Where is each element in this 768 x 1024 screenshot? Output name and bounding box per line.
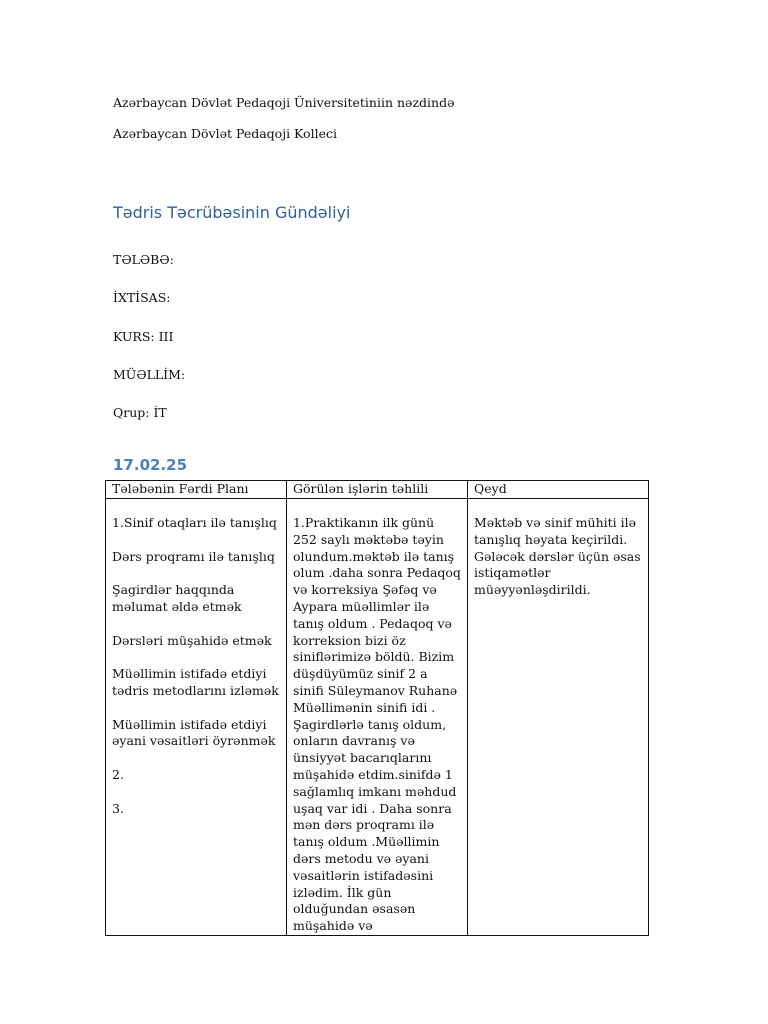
header-work-analysis: Görülən işlərin təhlili bbox=[287, 481, 468, 499]
institution-line-1: Azərbaycan Dövlət Pedaqoji Üniversitetiniin nəzdində bbox=[113, 95, 455, 110]
table-header-row bbox=[106, 481, 649, 499]
document-title: Tədris Təcrübəsinin Gündəliyi bbox=[113, 203, 351, 222]
header-note: Qeyd bbox=[468, 481, 649, 499]
analysis-cell bbox=[287, 499, 468, 936]
entry-date: 17.02.25 bbox=[113, 456, 188, 474]
student-field: TƏLƏBƏ: bbox=[113, 252, 174, 267]
plan-item: 3. bbox=[112, 800, 124, 816]
note-cell bbox=[468, 499, 649, 936]
plan-item: Müəllimin istifadə etdiyi tədris metodlarını izləmək bbox=[112, 666, 279, 698]
table-row bbox=[106, 499, 649, 936]
note-text: Məktəb və sinif mühiti ilə tanışlıq həyata keçirildi. Gələcək dərslər üçün əsas istiqamətlər müəyyənləşdirildi. bbox=[474, 515, 641, 598]
group-field: Qrup: İT bbox=[113, 405, 167, 420]
plan-item: Dərs proqramı ilə tanışlıq bbox=[112, 548, 275, 564]
plan-item: Şagirdlər haqqında məlumat əldə etmək bbox=[112, 582, 242, 614]
teacher-field: MÜƏLLİM: bbox=[113, 367, 186, 382]
diary-table bbox=[105, 480, 649, 936]
plan-cell bbox=[106, 499, 287, 936]
analysis-text: 1.Praktikanın ilk günü 252 saylı məktəbə təyin olundum.məktəb ilə tanış olum .daha sonra Pedaqoq və korreksiya Şəfəq və Aypara müəllimlər ilə tanış oldum . Pedaqoq və korreksion bizi öz siniflərimizə böldü. Bizim düşdüyümüz sinif 2 a sinifi Süleymanov Ruhanə Müəllimənin sinifi idi . Şagirdlərlə tanış oldum, onların davranış və ünsiyyət bacarıqlarını müşahidə etdim.sinifdə 1 sağlamlıq imkanı məhdud uşaq var idi . Daha sonra mən dərs proqramı ilə tanış oldum .Müəllimin dərs metodu və əyani vəsaitlərin istifadəsini izlədim. İlk gün olduğundan əsasən müşahidə və bbox=[293, 515, 461, 934]
plan-item: 2. bbox=[112, 766, 124, 782]
plan-item: Dərsləri müşahidə etmək bbox=[112, 632, 272, 648]
plan-item: Müəllimin istifadə etdiyi əyani vəsaitləri öyrənmək bbox=[112, 716, 276, 749]
header-personal-plan: Tələbənin Fərdi Planı bbox=[106, 481, 287, 499]
institution-line-2: Azərbaycan Dövlət Pedaqoji Kolleci bbox=[113, 126, 337, 141]
plan-item: 1.Sinif otaqları ilə tanışlıq bbox=[112, 515, 277, 530]
specialty-field: İXTİSAS: bbox=[113, 290, 171, 305]
course-field: KURS: III bbox=[113, 329, 174, 344]
